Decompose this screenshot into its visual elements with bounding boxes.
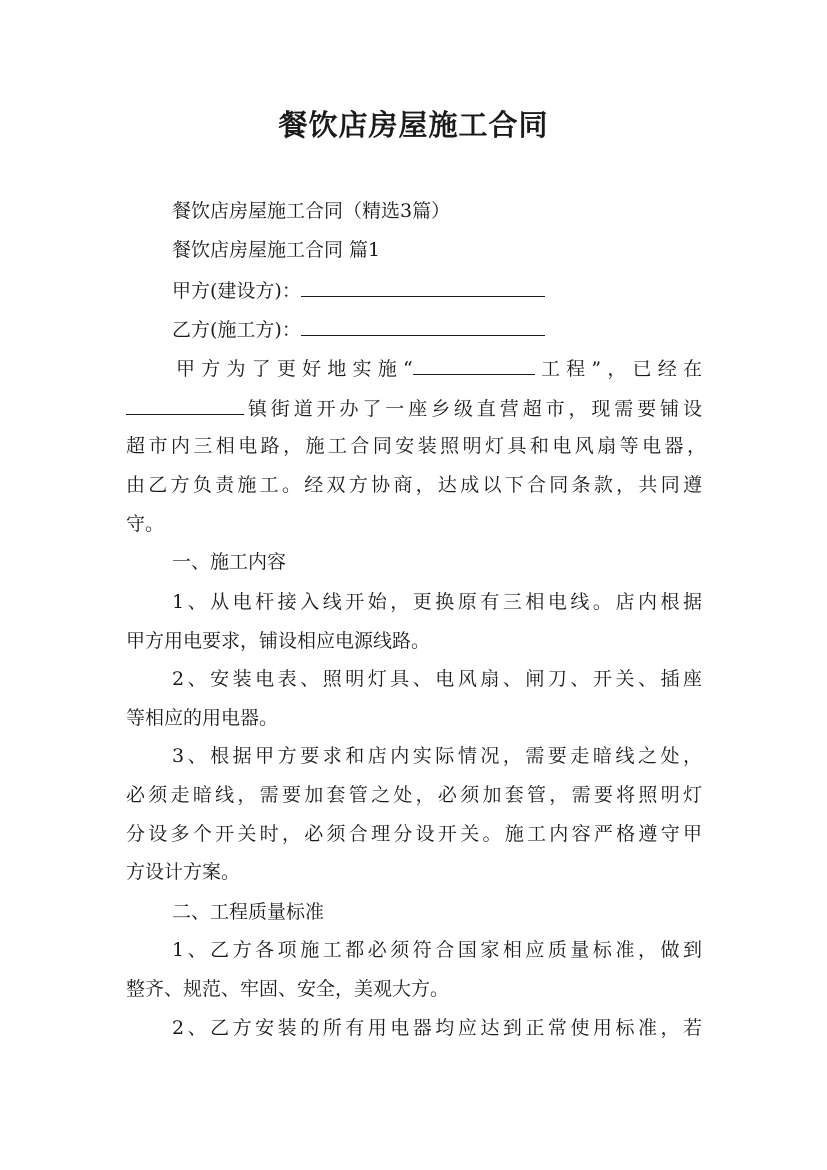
party-b-row [172, 315, 752, 344]
section1-item2-line2: 等相应的用电器。 [126, 707, 279, 729]
section1-heading: 一、施工内容 [172, 551, 287, 573]
intro-line-5: 守。 [126, 513, 165, 535]
section1-item3-line2: 必须走暗线，需要加套管之处，必须加套管，需要将照明灯 [126, 784, 702, 806]
subtitle-selected: 餐饮店房屋施工合同（精选3篇） [172, 200, 451, 222]
town-name-blank [126, 394, 244, 415]
party-b-label: 乙方(施工方)： [172, 319, 301, 341]
party-a-label: 甲方(建设方)： [172, 280, 301, 302]
section2-item2-line1: 2、乙方安装的所有用电器均应达到正常使用标准，若 [172, 1017, 702, 1039]
section2-heading: 二、工程质量标准 [172, 901, 325, 923]
section1-item1-line1: 1、从电杆接入线开始，更换原有三相电线。店内根据 [172, 591, 702, 613]
section1-item1-line2: 甲方用电要求，铺设相应电源线路。 [126, 630, 431, 652]
section1-item2-line1: 2、安装电表、照明灯具、电风扇、闸刀、开关、插座 [172, 668, 702, 690]
section2-item1-line1: 1、乙方各项施工都必须符合国家相应质量标准，做到 [172, 939, 702, 961]
section1-item3-line4: 方设计方案。 [126, 861, 241, 883]
section2-item1-line2: 整齐、规范、牢固、安全，美观大方。 [126, 978, 450, 1000]
party-b-blank [301, 315, 545, 336]
intro-line-4: 由乙方负责施工。经双方协商，达成以下合同条款，共同遵 [126, 474, 702, 496]
section1-item3-line1: 3、根据甲方要求和店内实际情况，需要走暗线之处， [172, 745, 702, 767]
part-heading: 餐饮店房屋施工合同 篇1 [172, 239, 381, 261]
intro-line-1: 甲方为了更好地实施“ 工程”，已经在 [176, 354, 702, 383]
intro-line-3: 超市内三相电路，施工合同安装照明灯具和电风扇等电器， [126, 435, 706, 457]
document-title: 餐饮店房屋施工合同 [278, 108, 549, 142]
project-name-blank [413, 354, 535, 375]
party-a-row [172, 276, 752, 305]
section1-item3-line3: 分设多个开关时，必须合理分设开关。施工内容严格遵守甲 [126, 823, 702, 845]
party-a-blank [301, 276, 545, 297]
intro-line-2: 镇街道开办了一座乡级直营超市，现需要铺设 [126, 394, 702, 423]
